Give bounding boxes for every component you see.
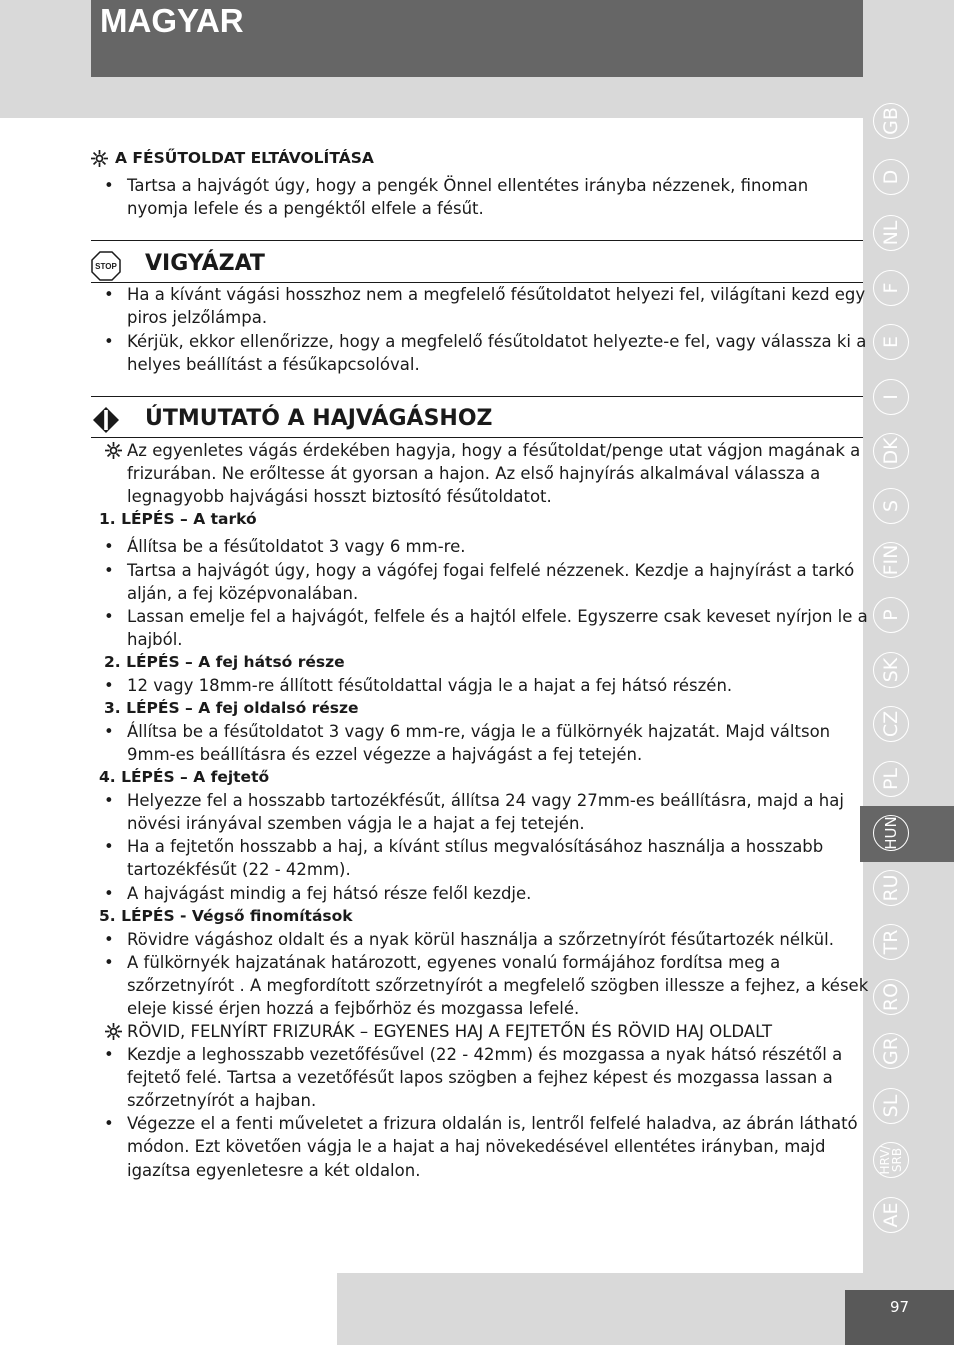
step-title: 1. LÉPÉS – A tarkó [99,510,257,528]
lang-tab-sk[interactable]: SK [873,652,909,688]
lang-tab-ae[interactable]: AE [873,1197,909,1233]
text-line: Állítsa be a fésűtoldatot 3 vagy 6 mm-re. [127,537,466,556]
stop-icon [91,251,121,281]
bullet: • [104,332,114,351]
lang-tab-sl[interactable]: SL [873,1088,909,1124]
text-line: frizurában. Ne erőltesse át gyorsan a hajon. Az első hajnyírás alkalmával válassza a [127,464,821,483]
svg-text:STOP: STOP [95,262,117,271]
step-title: 4. LÉPÉS – A fejtető [99,768,270,786]
lang-tab-fin[interactable]: FIN [873,542,909,578]
lang-tab-cz[interactable]: CZ [873,706,909,742]
bullet: • [104,791,114,810]
lang-tab-gb[interactable]: GB [873,103,909,139]
lang-tab-pl[interactable]: PL [873,761,909,797]
text-line: piros jelzőlámpa. [127,308,268,327]
bullet: • [104,1045,114,1064]
text-line: Rövidre vágáshoz oldalt és a nyak körül használja a szőrzetnyírót fésűtartozék nélkül. [127,930,834,949]
text-line: Lassan emelje fel a hajvágót, felfele és a hajtól elfele. Egyszerre csak keveset nyírjon le a [127,607,868,626]
lang-tab-gr[interactable]: GR [873,1033,909,1069]
text-line: helyes beállítást a fésűkapcsolóval. [127,355,420,374]
text-line: Ha a fejtetőn hosszabb a haj, a kívánt stílus megvalósításához használja a hosszabb [127,837,824,856]
divider [91,437,863,438]
bullet: • [104,607,114,626]
text-line: fejtető felé. Tartsa a vezetőfésűt lapos szögben a fejhez képest és mozgassa lassan a [127,1068,833,1087]
lang-tab-nl[interactable]: NL [873,215,909,251]
text-line: Állítsa be a fésűtoldatot 3 vagy 6 mm-re, vágja le a fülkörnyék hajzatát. Majd váltson [127,722,831,741]
divider [91,396,863,397]
lang-tab-tr[interactable]: TR [873,924,909,960]
text-line: Ha a kívánt vágási hosszhoz nem a megfelelő fésűtoldatot helyezi fel, világítani kezd egy [127,285,866,304]
lang-tab-s[interactable]: S [873,488,909,524]
bullet: • [104,722,114,741]
bullet: • [104,561,114,580]
text-line: eleje kissé érjen hozzá a fejbőrhöz és mozgassa lefelé. [127,999,580,1018]
text-line: Végezze el a fenti műveletet a frizura oldalán is, lentről felfelé haladva, az ábrán látható [127,1114,858,1133]
page-language-title: MAGYAR [100,2,244,39]
lang-tab-e[interactable]: E [873,324,909,360]
sun-icon [105,442,122,459]
lang-tab-d[interactable]: D [873,159,909,195]
text-line: Az egyenletes vágás érdekében hagyja, hogy a fésűtoldat/penge utat vágjon magának a [127,441,861,460]
step-title: 5. LÉPÉS - Végső finomítások [99,907,353,925]
bullet: • [104,930,114,949]
sun-icon [91,150,108,167]
bullet: • [104,837,114,856]
caution-heading: VIGYÁZAT [145,251,265,276]
bullet: • [104,285,114,304]
text-line: Helyezze fel a hosszabb tartozékfésűt, állítsa 24 vagy 27mm-es beállításra, majd a haj [127,791,844,810]
text-line: Kérjük, ekkor ellenőrizze, hogy a megfelelő fésűtoldatot helyezte-e fel, vagy válassza ki a [127,332,867,351]
bullet: • [104,537,114,556]
text-line: nyomja lefele és a pengéktől elfele a fésűt. [127,199,484,218]
text-line: tartozékfésűt (22 - 42mm). [127,860,351,879]
page-number: 97 [889,1298,910,1316]
header-bar [91,0,863,77]
text-line: Kezdje a leghosszabb vezetőfésűvel (22 - 42mm) és mozgassa a nyak hátsó részétől a [127,1045,843,1064]
sun-icon [105,1023,122,1040]
text-line: Tartsa a hajvágót úgy, hogy a vágófej fogai felfelé nézzenek. Kezdje a hajnyírást a tarkó [127,561,855,580]
section-title-comb-removal: A FÉSŰTOLDAT ELTÁVOLÍTÁSA [115,149,374,167]
text-line: szőrzetnyírót a hajban. [127,1091,317,1110]
lang-tab-hrv-srb[interactable]: HRV/SRB [873,1142,909,1178]
text-line: A fülkörnyék hajzatának határozott, egyenes vonalú formájához fordítsa meg a [127,953,781,972]
text-line: módon. Ezt követően vágja le a hajat a haj növekedésével ellentétes irányban, majd [127,1137,826,1156]
bottom-white-strip [0,1273,337,1345]
text-line: 9mm-es beállításra és ezzel végezze a hajvágást a fej tetején. [127,745,643,764]
text-line: A hajvágást mindig a fej hátsó része felől kezdje. [127,884,532,903]
text-line: növési irányával szemben vágja le a hajat a fej tetején. [127,814,585,833]
bullet: • [104,953,114,972]
bullet: • [104,176,114,195]
text-line: hajból. [127,630,183,649]
divider [91,240,863,241]
bullet: • [104,676,114,695]
lang-tab-hun[interactable]: HUN [873,815,909,851]
text-line: szőrzetnyírót . A megfordított szőrzetnyírót a megfelelő szögben illessze a fejhez, a kések [127,976,869,995]
text-line: 12 vagy 18mm-re állított fésűtoldattal vágja le a hajat a fej hátsó részén. [127,676,733,695]
text-line: igazítsa egyenletesre a két oldalon. [127,1161,421,1180]
step-title: 2. LÉPÉS – A fej hátsó része [104,653,345,671]
text-line: legnagyobb hajvágási hosszt biztosító fésűtoldatot. [127,487,552,506]
lang-tab-i[interactable]: I [873,379,909,415]
step-title: 3. LÉPÉS – A fej oldalsó része [104,699,359,717]
lang-tab-f[interactable]: F [873,270,909,306]
text-line: alján, a fej középvonalában. [127,584,359,603]
short-styles-title: RÖVID, FELNYÍRT FRIZURÁK – EGYENES HAJ A FEJTETŐN ÉS RÖVID HAJ OLDALT [127,1022,773,1041]
bullet: • [104,1114,114,1133]
lang-tab-ru[interactable]: RU [873,870,909,906]
lang-tab-dk[interactable]: DK [873,433,909,469]
text-line: Tartsa a hajvágót úgy, hogy a pengék Önnel ellentétes irányba nézzenek, finoman [127,176,809,195]
bullet: • [104,884,114,903]
lang-tab-ro[interactable]: RO [873,979,909,1015]
guide-marker-icon [91,405,121,435]
guide-heading: ÚTMUTATÓ A HAJVÁGÁSHOZ [145,406,493,431]
page-number-box [845,1290,954,1345]
lang-tab-p[interactable]: P [873,597,909,633]
